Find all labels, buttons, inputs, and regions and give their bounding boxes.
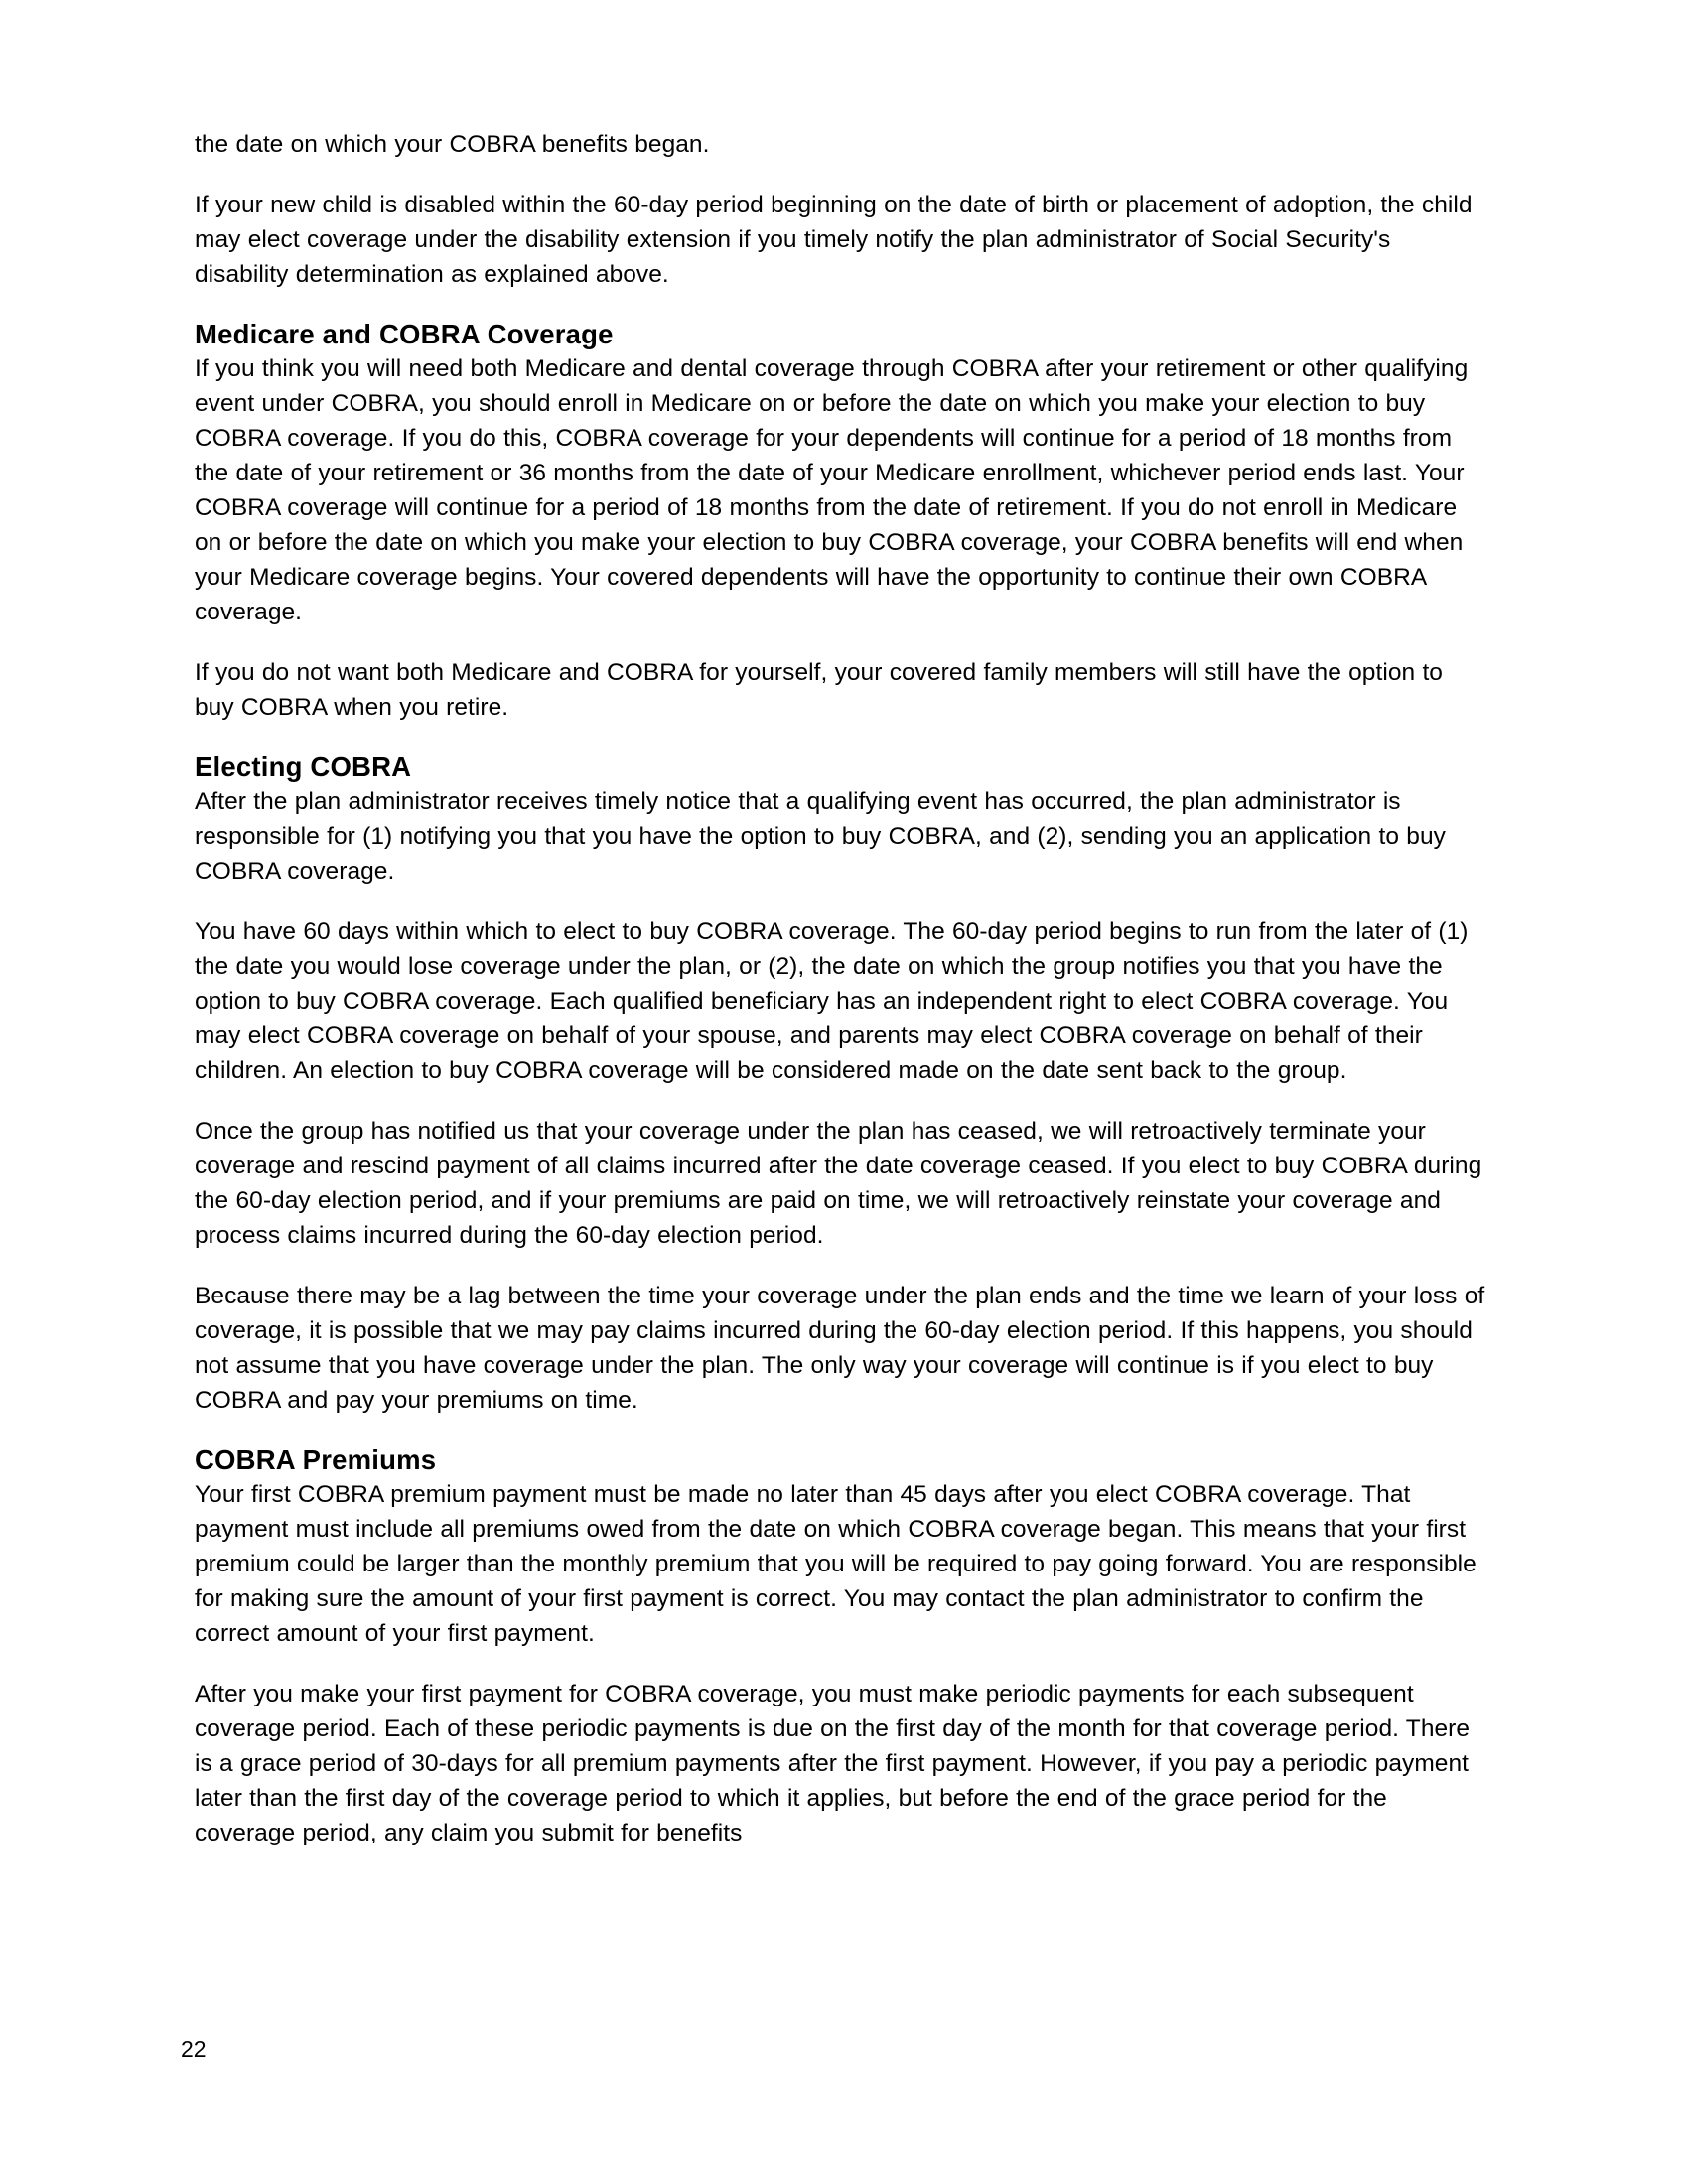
paragraph: If you think you will need both Medicare and dental coverage through COBRA after your retirement or other qualifying event under COBRA, you should enroll in Medicare on or before the date on which you make your election to buy COBRA coverage. If you do this, COBRA coverage for your dependents will continue for a period of 18 months from the date of your retirement or 36 months from the date of your Medicare enrollment, whichever period ends last. Your COBRA coverage will continue for a period of 18 months from the date of retirement. If you do not enroll in Medicare on or before the date on which you make your election to buy COBRA coverage, your COBRA benefits will end when your Medicare coverage begins. Your covered dependents will have the opportunity to continue their own COBRA coverage. (195, 355, 1469, 625)
page-content (195, 127, 1485, 1876)
section-heading-cobra-premiums: COBRA Premiums (195, 1444, 437, 1475)
paragraph: If you do not want both Medicare and COBRA for yourself, your covered family members will still have the option to buy COBRA when you retire. (195, 659, 1443, 721)
paragraph: If your new child is disabled within the 60-day period beginning on the date of birth or placement of adoption, the child may elect coverage under the disability extension if you timely notify the plan administrator of Social Security's disability determination as explained above. (195, 192, 1473, 288)
paragraph: the date on which your COBRA benefits began. (195, 131, 710, 158)
paragraph: Your first COBRA premium payment must be made no later than 45 days after you elect COBRA coverage. That payment must include all premiums owed from the date on which COBRA coverage began. This means that your first premium could be larger than the monthly premium that you will be required to pay going forward. You are responsible for making sure the amount of your first payment is correct. You may contact the plan administrator to confirm the correct amount of your first payment. (195, 1481, 1477, 1647)
paragraph: You have 60 days within which to elect to buy COBRA coverage. The 60-day period begins to run from the later of (1) the date you would lose coverage under the plan, or (2), the date on which the group notifies you that you have the option to buy COBRA coverage. Each qualified beneficiary has an independent right to elect COBRA coverage. You may elect COBRA coverage on behalf of your spouse, and parents may elect COBRA coverage on behalf of their children. An election to buy COBRA coverage will be considered made on the date sent back to the group. (195, 918, 1469, 1084)
section-heading-electing-cobra: Electing COBRA (195, 751, 412, 782)
paragraph: Because there may be a lag between the time your coverage under the plan ends and the time we learn of your loss of coverage, it is possible that we may pay claims incurred during the 60-day election period. If this happens, you should not assume that you have coverage under the plan. The only way your coverage will continue is if you elect to buy COBRA and pay your premiums on time. (195, 1283, 1485, 1414)
section-heading-medicare-and-cobra-coverage: Medicare and COBRA Coverage (195, 319, 614, 349)
page-number: 22 (181, 2036, 207, 2062)
paragraph: After you make your first payment for COBRA coverage, you must make periodic payments for each subsequent coverage period. Each of these periodic payments is due on the first day of the month for that coverage period. There is a grace period of 30-days for all premium payments after the first payment. However, if you pay a periodic payment later than the first day of the coverage period to which it applies, but before the end of the grace period for the coverage period, any claim you submit for benefits (195, 1681, 1471, 1846)
paragraph: After the plan administrator receives timely notice that a qualifying event has occurred, the plan administrator is responsible for (1) notifying you that you have the option to buy COBRA, and (2), sending you an application to buy COBRA coverage. (195, 788, 1446, 885)
paragraph: Once the group has notified us that your coverage under the plan has ceased, we will retroactively terminate your coverage and rescind payment of all claims incurred after the date coverage ceased. If you elect to buy COBRA during the 60-day election period, and if your premiums are paid on time, we will retroactively reinstate your coverage and process claims incurred during the 60-day election period. (195, 1118, 1482, 1249)
